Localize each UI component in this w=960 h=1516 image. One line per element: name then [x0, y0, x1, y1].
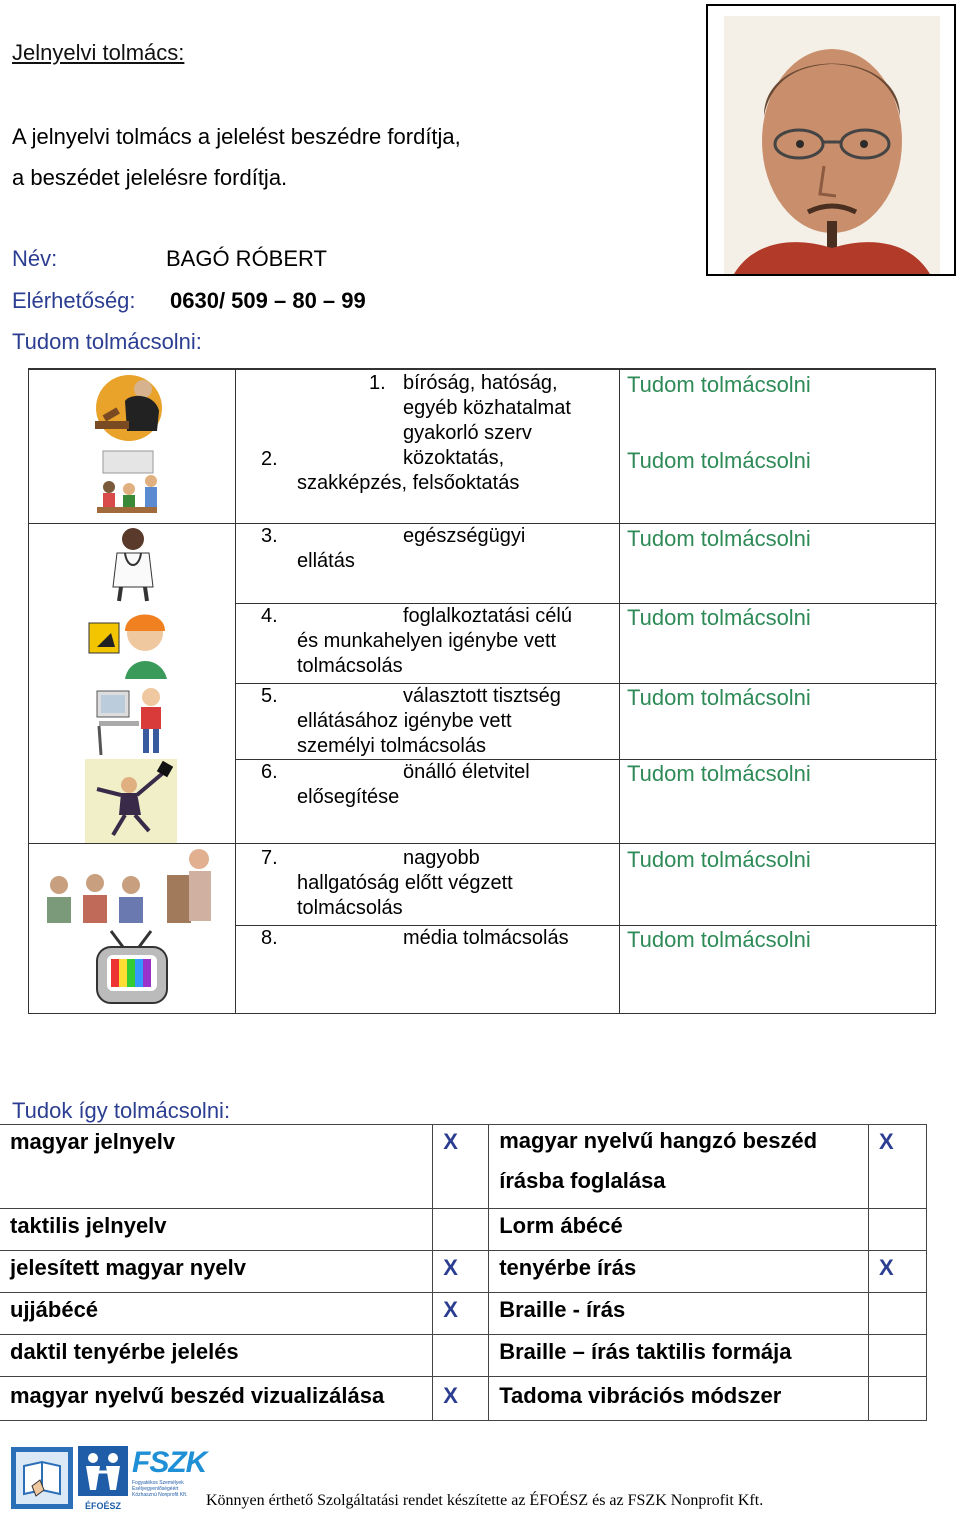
ability-left-mark: [433, 1335, 489, 1377]
service-number: 5.: [261, 685, 278, 707]
service-text: közoktatás, szakképzés, felsőoktatás: [297, 447, 520, 494]
worker-icon: [85, 603, 177, 683]
fszk-logo-subtitle: Fogyatékos Személyek Esélyegyenlőségéért Közhasznú Nonprofit Kft.: [132, 1480, 188, 1498]
ability-right: Lorm ábécé: [489, 1209, 869, 1251]
abilities-table: [0, 1124, 927, 1421]
ability-left: magyar nyelvű beszéd vizualizálása: [0, 1377, 433, 1421]
ability-right-mark: [869, 1335, 927, 1377]
services-table: [28, 368, 936, 1014]
tv-icon: [93, 929, 173, 1009]
service-number: 8.: [261, 927, 278, 949]
abilities-title: Tudok így tolmácsolni:: [12, 1098, 231, 1123]
service-number: 6.: [261, 761, 278, 783]
efoesz-logo-text: ÉFOÉSZ: [84, 1501, 121, 1511]
ability-left: magyar jelnyelv: [0, 1125, 433, 1209]
service-text: nagyobb hallgatóság előtt végzett tolmácsolás: [297, 847, 513, 919]
ability-row: [0, 1377, 927, 1421]
service-text: önálló életvitel elősegítése: [297, 761, 530, 808]
ability-right-mark: X: [869, 1125, 927, 1209]
contact-value: 0630/ 509 – 80 – 99: [170, 288, 366, 313]
service-number: 2.: [261, 448, 278, 470]
service-number: 3.: [261, 525, 278, 547]
ability-right-mark: X: [869, 1251, 927, 1293]
ability-left-mark: X: [433, 1251, 489, 1293]
fszk-logo-text: FSZK: [132, 1446, 207, 1479]
service-number: 1.: [369, 372, 386, 394]
service-text: egészségügyi ellátás: [297, 525, 526, 572]
ability-left: jelesített magyar nyelv: [0, 1251, 433, 1293]
service-status: Tudom tolmácsolni: [627, 372, 811, 397]
ability-right: Tadoma vibrációs módszer: [489, 1377, 869, 1421]
service-text: foglalkoztatási célú és munkahelyen igénybe vett tolmácsolás: [297, 605, 572, 677]
portrait-photo-frame: [706, 4, 956, 276]
ability-right: Braille – írás taktilis formája: [489, 1335, 869, 1377]
footer-note: Könnyen érthető Szolgáltatási rendet készítette az ÉFOÉSZ és az FSZK Nonprofit Kft.: [206, 1492, 764, 1509]
ability-right: magyar nyelvű hangzó beszéd írásba foglalása: [489, 1125, 869, 1209]
intro-line-1: A jelnyelvi tolmács a jelelést beszédre fordítja,: [12, 124, 461, 149]
ability-right-mark: [869, 1209, 927, 1251]
name-value: BAGÓ RÓBERT: [166, 246, 327, 271]
doctor-icon: [105, 525, 161, 603]
ability-row: [0, 1209, 927, 1251]
ability-left-mark: [433, 1209, 489, 1251]
intro-line-2: a beszédet jelelésre fordítja.: [12, 165, 288, 190]
service-text: választott tisztség ellátásához igénybe vett személyi tolmácsolás: [297, 685, 561, 757]
ability-left-mark: X: [433, 1377, 489, 1421]
service-text: bíróság, hatóság, egyéb közhatalmat gyakorló szerv: [403, 372, 571, 444]
service-status: Tudom tolmácsolni: [627, 605, 811, 630]
jumping-man-icon: [85, 759, 177, 843]
audience-icon: [39, 845, 221, 925]
ability-left: ujjábécé: [0, 1293, 433, 1335]
ability-row: [0, 1251, 927, 1293]
ability-row: [0, 1125, 927, 1209]
classroom-icon: [89, 447, 169, 523]
service-status: Tudom tolmácsolni: [627, 526, 811, 551]
ability-row: [0, 1335, 927, 1377]
ability-left: daktil tenyérbe jelelés: [0, 1335, 433, 1377]
service-number: 7.: [261, 847, 278, 869]
service-status: Tudom tolmácsolni: [627, 847, 811, 872]
ability-left-mark: X: [433, 1125, 489, 1209]
service-status: Tudom tolmácsolni: [627, 927, 811, 952]
ability-right: Braille - írás: [489, 1293, 869, 1335]
ability-right: tenyérbe írás: [489, 1251, 869, 1293]
name-label: Név:: [12, 246, 58, 271]
service-status: Tudom tolmácsolni: [627, 685, 811, 710]
page-title: Jelnyelvi tolmács:: [12, 40, 185, 65]
fszk-logo: [132, 1446, 207, 1510]
ability-left: taktilis jelnyelv: [0, 1209, 433, 1251]
service-status: Tudom tolmácsolni: [627, 761, 811, 786]
efoesz-logo-icon: [78, 1446, 128, 1496]
ability-right-mark: [869, 1377, 927, 1421]
ability-left-mark: X: [433, 1293, 489, 1335]
easy-read-logo-icon: [10, 1446, 74, 1510]
ability-row: [0, 1293, 927, 1335]
services-row: [235, 925, 937, 1013]
service-number: 4.: [261, 605, 278, 627]
judge-icon: [85, 371, 175, 445]
efoesz-logo: [78, 1446, 128, 1510]
ability-right-mark: [869, 1293, 927, 1335]
service-text: média tolmácsolás: [403, 927, 569, 949]
can-interpret-label: Tudom tolmácsolni:: [12, 329, 202, 354]
service-status: Tudom tolmácsolni: [627, 448, 811, 473]
contact-label: Elérhetőség:: [12, 288, 136, 313]
computer-user-icon: [93, 683, 173, 759]
portrait-photo: [724, 16, 940, 274]
